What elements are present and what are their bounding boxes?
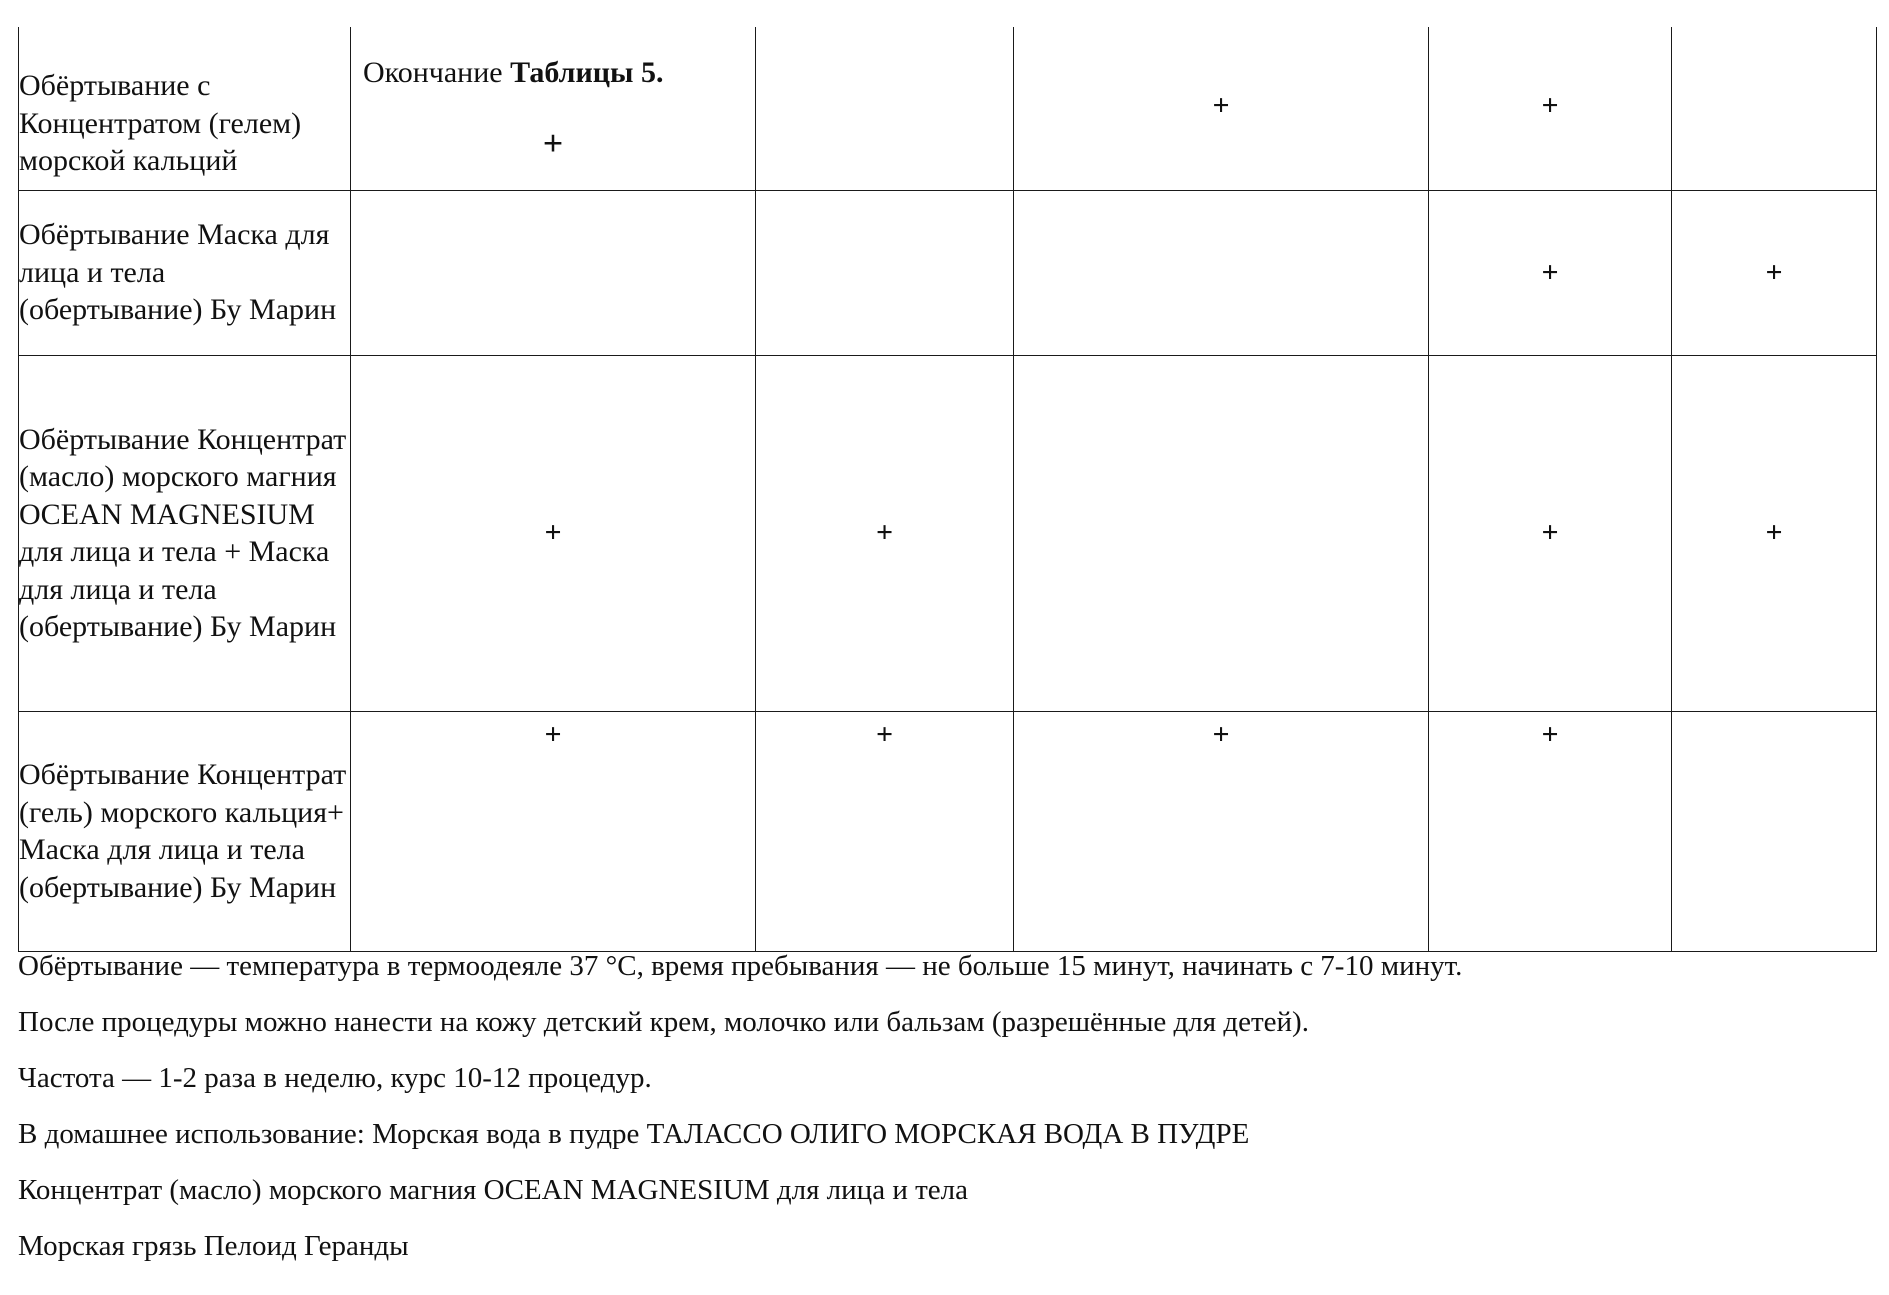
table-row <box>19 190 1877 355</box>
note-home-product-mud: Морская грязь Пелоид Геранды <box>18 1228 1868 1264</box>
procedure-name-text: Обёртывание с Концентратом (гелем) морской кальций <box>19 69 301 177</box>
document-page <box>0 0 1889 1295</box>
mark-cell: + <box>351 711 756 951</box>
note-aftercare: После процедуры можно нанести на кожу детский крем, молочко или бальзам (разрешённые для детей). <box>18 1004 1868 1040</box>
mark-cell: + <box>756 355 1014 711</box>
plus-mark: + <box>351 123 755 163</box>
mark-cell <box>351 190 756 355</box>
table-row <box>19 355 1877 711</box>
note-frequency: Частота — 1-2 раза в неделю, курс 10-12 процедур. <box>18 1060 1868 1096</box>
notes-section <box>18 948 1868 1264</box>
procedure-name: Обёртывание Концентрат (масло) морского магния OCEAN MAGNESIUM для лица и тела + Маска для лица и тела (обертывание) Бу Марин <box>19 355 351 711</box>
mark-cell-with-caption <box>351 27 756 190</box>
note-procedure-conditions: Обёртывание — температура в термоодеяле 37 °С, время пребывания — не больше 15 минут, начинать с 7-10 минут. <box>18 948 1868 984</box>
mark-cell <box>1672 711 1877 951</box>
procedures-table <box>18 27 1877 952</box>
note-home-use: В домашнее использование: Морская вода в пудре ТАЛАССО ОЛИГО МОРСКАЯ ВОДА В ПУДРЕ <box>18 1116 1868 1152</box>
mark-cell: + <box>1429 27 1672 190</box>
mark-cell: + <box>1672 355 1877 711</box>
continuation-prefix: Окончание <box>363 56 510 89</box>
mark-cell: + <box>1014 27 1429 190</box>
procedure-name: Обёртывание Маска для лица и тела (обертывание) Бу Марин <box>19 190 351 355</box>
mark-cell: + <box>1672 190 1877 355</box>
mark-cell <box>756 190 1014 355</box>
mark-cell: + <box>1429 711 1672 951</box>
mark-cell: + <box>1014 711 1429 951</box>
table-row <box>19 27 1877 190</box>
mark-cell: + <box>1429 355 1672 711</box>
procedure-name <box>19 27 351 190</box>
mark-cell <box>756 27 1014 190</box>
mark-cell: + <box>1429 190 1672 355</box>
table-continuation-caption <box>351 54 755 91</box>
mark-cell <box>1014 190 1429 355</box>
procedure-name: Обёртывание Концентрат (гель) морского кальция+ Маска для лица и тела (обертывание) Бу Марин <box>19 711 351 951</box>
mark-cell <box>1014 355 1429 711</box>
mark-cell: + <box>756 711 1014 951</box>
table-row <box>19 711 1877 951</box>
mark-cell: + <box>351 355 756 711</box>
continuation-title: Таблицы 5. <box>510 56 663 89</box>
mark-cell <box>1672 27 1877 190</box>
note-home-product-magnesium: Концентрат (масло) морского магния OCEAN MAGNESIUM для лица и тела <box>18 1172 1868 1208</box>
